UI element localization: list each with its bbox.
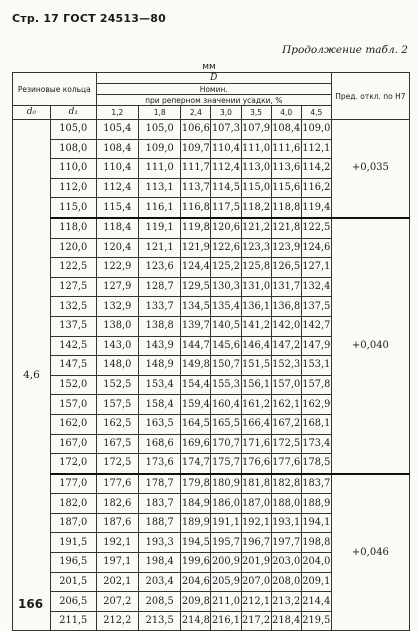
D-cell: 111,0 <box>138 159 180 179</box>
D-cell: 110,4 <box>96 159 138 179</box>
d1-cell: 162,0 <box>50 414 96 434</box>
D-cell: 169,6 <box>181 434 211 454</box>
D-cell: 121,1 <box>138 238 180 258</box>
d1-cell: 147,5 <box>50 356 96 376</box>
d1-cell: 118,0 <box>50 218 96 238</box>
D-cell: 167,5 <box>96 434 138 454</box>
D-cell: 170,7 <box>211 434 241 454</box>
D-cell: 115,0 <box>241 178 271 198</box>
D-cell: 214,8 <box>181 611 211 631</box>
d1-cell: 122,5 <box>50 258 96 278</box>
D-cell: 121,2 <box>241 218 271 238</box>
D-cell: 194,1 <box>301 513 331 533</box>
shrink-col-header: 1,8 <box>138 106 180 120</box>
d1-cell: 172,0 <box>50 454 96 474</box>
D-cell: 151,5 <box>241 356 271 376</box>
D-cell: 149,8 <box>181 356 211 376</box>
D-cell: 147,2 <box>271 336 301 356</box>
D-cell: 146,4 <box>241 336 271 356</box>
D-cell: 116,2 <box>301 178 331 198</box>
table-row <box>13 218 410 238</box>
D-cell: 161,2 <box>241 395 271 415</box>
D-cell: 167,2 <box>271 414 301 434</box>
dimensions-table <box>12 72 410 631</box>
D-cell: 119,4 <box>301 198 331 218</box>
deviation-header: Пред. откл. по H7 <box>331 73 409 120</box>
D-cell: 157,5 <box>96 395 138 415</box>
D-cell: 192,1 <box>96 533 138 553</box>
D-cell: 201,9 <box>241 553 271 573</box>
D-cell: 122,9 <box>96 258 138 278</box>
D-cell: 207,0 <box>241 572 271 592</box>
D-cell: 166,4 <box>241 414 271 434</box>
D-cell: 114,5 <box>211 178 241 198</box>
D-cell: 121,9 <box>181 238 211 258</box>
D-cell: 196,7 <box>241 533 271 553</box>
D-cell: 157,8 <box>301 375 331 395</box>
D-cell: 107,9 <box>241 120 271 140</box>
D-cell: 131,7 <box>271 277 301 297</box>
D-cell: 164,5 <box>181 414 211 434</box>
D-cell: 125,8 <box>241 258 271 278</box>
D-cell: 136,8 <box>271 297 301 317</box>
D-cell: 132,4 <box>301 277 331 297</box>
d1-cell: 191,5 <box>50 533 96 553</box>
D-cell: 131,0 <box>241 277 271 297</box>
D-cell: 219,5 <box>301 611 331 631</box>
D-cell: 216,1 <box>211 611 241 631</box>
D-cell: 112,4 <box>96 178 138 198</box>
page-number: 166 <box>18 597 44 611</box>
D-cell: 148,9 <box>138 356 180 376</box>
D-cell: 211,0 <box>211 592 241 612</box>
D-cell: 168,1 <box>301 414 331 434</box>
D-cell: 171,6 <box>241 434 271 454</box>
D-cell: 121,8 <box>271 218 301 238</box>
D-cell: 150,7 <box>211 356 241 376</box>
D-cell: 122,5 <box>301 218 331 238</box>
D-cell: 137,5 <box>301 297 331 317</box>
D-cell: 112,1 <box>301 139 331 159</box>
D-cell: 187,6 <box>96 513 138 533</box>
D-cell: 120,6 <box>211 218 241 238</box>
D-cell: 118,4 <box>96 218 138 238</box>
D-cell: 212,2 <box>96 611 138 631</box>
shrink-header: при реперном значении усадки, % <box>96 95 331 106</box>
D-cell: 197,7 <box>271 533 301 553</box>
d1-cell: 112,0 <box>50 178 96 198</box>
page-header: Стр. 17 ГОСТ 24513—80 <box>12 12 167 25</box>
d1-cell: 115,0 <box>50 198 96 218</box>
D-cell: 159,4 <box>181 395 211 415</box>
D-cell: 212,1 <box>241 592 271 612</box>
D-cell: 152,3 <box>271 356 301 376</box>
D-cell: 116,1 <box>138 198 180 218</box>
D-cell: 133,7 <box>138 297 180 317</box>
D-header: D <box>96 73 331 84</box>
D-cell: 147,9 <box>301 336 331 356</box>
D-cell: 110,4 <box>211 139 241 159</box>
D-cell: 107,3 <box>211 120 241 140</box>
D-cell: 217,2 <box>241 611 271 631</box>
deviation-cell: +0,035 <box>331 120 409 218</box>
D-cell: 203,4 <box>138 572 180 592</box>
d1-cell: 201,5 <box>50 572 96 592</box>
d1-cell: 157,0 <box>50 395 96 415</box>
d1-cell: 211,5 <box>50 611 96 631</box>
D-cell: 130,3 <box>211 277 241 297</box>
D-cell: 152,5 <box>96 375 138 395</box>
d1-cell: 152,0 <box>50 375 96 395</box>
d1-cell: 127,5 <box>50 277 96 297</box>
D-cell: 125,2 <box>211 258 241 278</box>
D-cell: 153,1 <box>301 356 331 376</box>
D-cell: 115,6 <box>271 178 301 198</box>
D-cell: 178,5 <box>301 454 331 474</box>
D-cell: 113,6 <box>271 159 301 179</box>
D-cell: 205,9 <box>211 572 241 592</box>
D-cell: 193,1 <box>271 513 301 533</box>
D-cell: 178,7 <box>138 474 180 494</box>
D-cell: 199,6 <box>181 553 211 573</box>
D-cell: 177,6 <box>271 454 301 474</box>
d1-cell: 196,5 <box>50 553 96 573</box>
D-cell: 173,4 <box>301 434 331 454</box>
D-cell: 109,0 <box>301 120 331 140</box>
D-cell: 162,1 <box>271 395 301 415</box>
D-cell: 120,4 <box>96 238 138 258</box>
D-cell: 208,0 <box>271 572 301 592</box>
D-cell: 193,3 <box>138 533 180 553</box>
D-cell: 118,8 <box>271 198 301 218</box>
d1-cell: 120,0 <box>50 238 96 258</box>
D-cell: 183,7 <box>138 494 180 514</box>
D-cell: 109,7 <box>181 139 211 159</box>
D-cell: 204,0 <box>301 553 331 573</box>
D-cell: 114,2 <box>301 159 331 179</box>
D-cell: 111,7 <box>181 159 211 179</box>
D-cell: 183,7 <box>301 474 331 494</box>
D-cell: 134,5 <box>181 297 211 317</box>
table-continuation-note: Продолжение табл. 2 <box>282 44 408 56</box>
D-cell: 123,9 <box>271 238 301 258</box>
D-cell: 124,6 <box>301 238 331 258</box>
D-cell: 138,8 <box>138 316 180 336</box>
D-cell: 157,0 <box>271 375 301 395</box>
D-cell: 127,1 <box>301 258 331 278</box>
D-cell: 135,4 <box>211 297 241 317</box>
D-cell: 162,9 <box>301 395 331 415</box>
d1-cell: 108,0 <box>50 139 96 159</box>
D-cell: 194,5 <box>181 533 211 553</box>
D-cell: 180,9 <box>211 474 241 494</box>
D-cell: 188,0 <box>271 494 301 514</box>
D-cell: 195,7 <box>211 533 241 553</box>
D-cell: 139,7 <box>181 316 211 336</box>
D-cell: 208,5 <box>138 592 180 612</box>
D-cell: 106,6 <box>181 120 211 140</box>
D-cell: 155,3 <box>211 375 241 395</box>
D-cell: 138,0 <box>96 316 138 336</box>
rings-header: Резиновые кольца <box>13 73 97 106</box>
d1-cell: 132,5 <box>50 297 96 317</box>
D-cell: 160,4 <box>211 395 241 415</box>
shrink-col-header: 3,0 <box>211 106 241 120</box>
D-cell: 197,1 <box>96 553 138 573</box>
d1-cell: 167,0 <box>50 434 96 454</box>
D-cell: 191,1 <box>211 513 241 533</box>
D-cell: 182,6 <box>96 494 138 514</box>
D-cell: 192,1 <box>241 513 271 533</box>
d0-cell: 4,6 <box>13 120 51 631</box>
D-cell: 113,1 <box>138 178 180 198</box>
d1-header: d₁ <box>50 106 96 120</box>
D-cell: 186,0 <box>211 494 241 514</box>
unit-label: мм <box>202 62 216 72</box>
deviation-cell: +0,040 <box>331 218 409 474</box>
D-cell: 182,8 <box>271 474 301 494</box>
D-cell: 184,9 <box>181 494 211 514</box>
D-cell: 113,7 <box>181 178 211 198</box>
d1-cell: 182,0 <box>50 494 96 514</box>
d0-header: d₀ <box>13 106 51 120</box>
shrink-col-header: 3,5 <box>241 106 271 120</box>
D-cell: 142,7 <box>301 316 331 336</box>
D-cell: 218,4 <box>271 611 301 631</box>
D-cell: 111,0 <box>241 139 271 159</box>
D-cell: 142,0 <box>271 316 301 336</box>
D-cell: 118,2 <box>241 198 271 218</box>
D-cell: 187,0 <box>241 494 271 514</box>
shrink-col-header: 4,5 <box>301 106 331 120</box>
shrink-col-header: 2,4 <box>181 106 211 120</box>
D-cell: 105,0 <box>138 120 180 140</box>
D-cell: 124,4 <box>181 258 211 278</box>
shrink-col-header: 1,2 <box>96 106 138 120</box>
D-cell: 173,6 <box>138 454 180 474</box>
D-cell: 122,6 <box>211 238 241 258</box>
d1-cell: 177,0 <box>50 474 96 494</box>
D-cell: 213,5 <box>138 611 180 631</box>
D-cell: 143,0 <box>96 336 138 356</box>
D-cell: 156,1 <box>241 375 271 395</box>
D-cell: 198,4 <box>138 553 180 573</box>
D-cell: 177,6 <box>96 474 138 494</box>
d1-cell: 105,0 <box>50 120 96 140</box>
D-cell: 144,7 <box>181 336 211 356</box>
D-cell: 145,6 <box>211 336 241 356</box>
D-cell: 168,6 <box>138 434 180 454</box>
D-cell: 119,8 <box>181 218 211 238</box>
D-cell: 204,6 <box>181 572 211 592</box>
D-cell: 172,5 <box>96 454 138 474</box>
D-cell: 108,4 <box>271 120 301 140</box>
D-cell: 123,3 <box>241 238 271 258</box>
D-cell: 128,7 <box>138 277 180 297</box>
D-cell: 188,9 <box>301 494 331 514</box>
D-cell: 105,4 <box>96 120 138 140</box>
D-cell: 116,8 <box>181 198 211 218</box>
D-cell: 117,5 <box>211 198 241 218</box>
d1-cell: 142,5 <box>50 336 96 356</box>
D-cell: 198,8 <box>301 533 331 553</box>
d1-cell: 206,5 <box>50 592 96 612</box>
D-cell: 154,4 <box>181 375 211 395</box>
D-cell: 188,7 <box>138 513 180 533</box>
D-cell: 165,5 <box>211 414 241 434</box>
D-cell: 153,4 <box>138 375 180 395</box>
D-cell: 112,4 <box>211 159 241 179</box>
table-row <box>13 120 410 140</box>
D-cell: 207,2 <box>96 592 138 612</box>
D-cell: 119,1 <box>138 218 180 238</box>
D-cell: 129,5 <box>181 277 211 297</box>
D-cell: 158,4 <box>138 395 180 415</box>
table-row <box>13 474 410 494</box>
d1-cell: 137,5 <box>50 316 96 336</box>
D-cell: 111,6 <box>271 139 301 159</box>
D-cell: 209,1 <box>301 572 331 592</box>
D-cell: 113,0 <box>241 159 271 179</box>
D-cell: 109,0 <box>138 139 180 159</box>
D-cell: 143,9 <box>138 336 180 356</box>
D-cell: 163,5 <box>138 414 180 434</box>
D-cell: 174,7 <box>181 454 211 474</box>
D-cell: 189,9 <box>181 513 211 533</box>
D-cell: 115,4 <box>96 198 138 218</box>
D-cell: 179,8 <box>181 474 211 494</box>
D-cell: 213,2 <box>271 592 301 612</box>
D-cell: 136,1 <box>241 297 271 317</box>
d1-cell: 110,0 <box>50 159 96 179</box>
D-cell: 148,0 <box>96 356 138 376</box>
D-cell: 172,5 <box>271 434 301 454</box>
D-cell: 162,5 <box>96 414 138 434</box>
D-cell: 214,4 <box>301 592 331 612</box>
D-cell: 123,6 <box>138 258 180 278</box>
nominal-header: Номин. <box>96 84 331 95</box>
D-cell: 209,8 <box>181 592 211 612</box>
D-cell: 126,5 <box>271 258 301 278</box>
D-cell: 200,9 <box>211 553 241 573</box>
D-cell: 140,5 <box>211 316 241 336</box>
shrink-col-header: 4,0 <box>271 106 301 120</box>
d1-cell: 187,0 <box>50 513 96 533</box>
D-cell: 127,9 <box>96 277 138 297</box>
D-cell: 108,4 <box>96 139 138 159</box>
D-cell: 175,7 <box>211 454 241 474</box>
deviation-cell: +0,046 <box>331 474 409 631</box>
D-cell: 202,1 <box>96 572 138 592</box>
D-cell: 203,0 <box>271 553 301 573</box>
D-cell: 141,2 <box>241 316 271 336</box>
D-cell: 176,6 <box>241 454 271 474</box>
D-cell: 181,8 <box>241 474 271 494</box>
D-cell: 132,9 <box>96 297 138 317</box>
